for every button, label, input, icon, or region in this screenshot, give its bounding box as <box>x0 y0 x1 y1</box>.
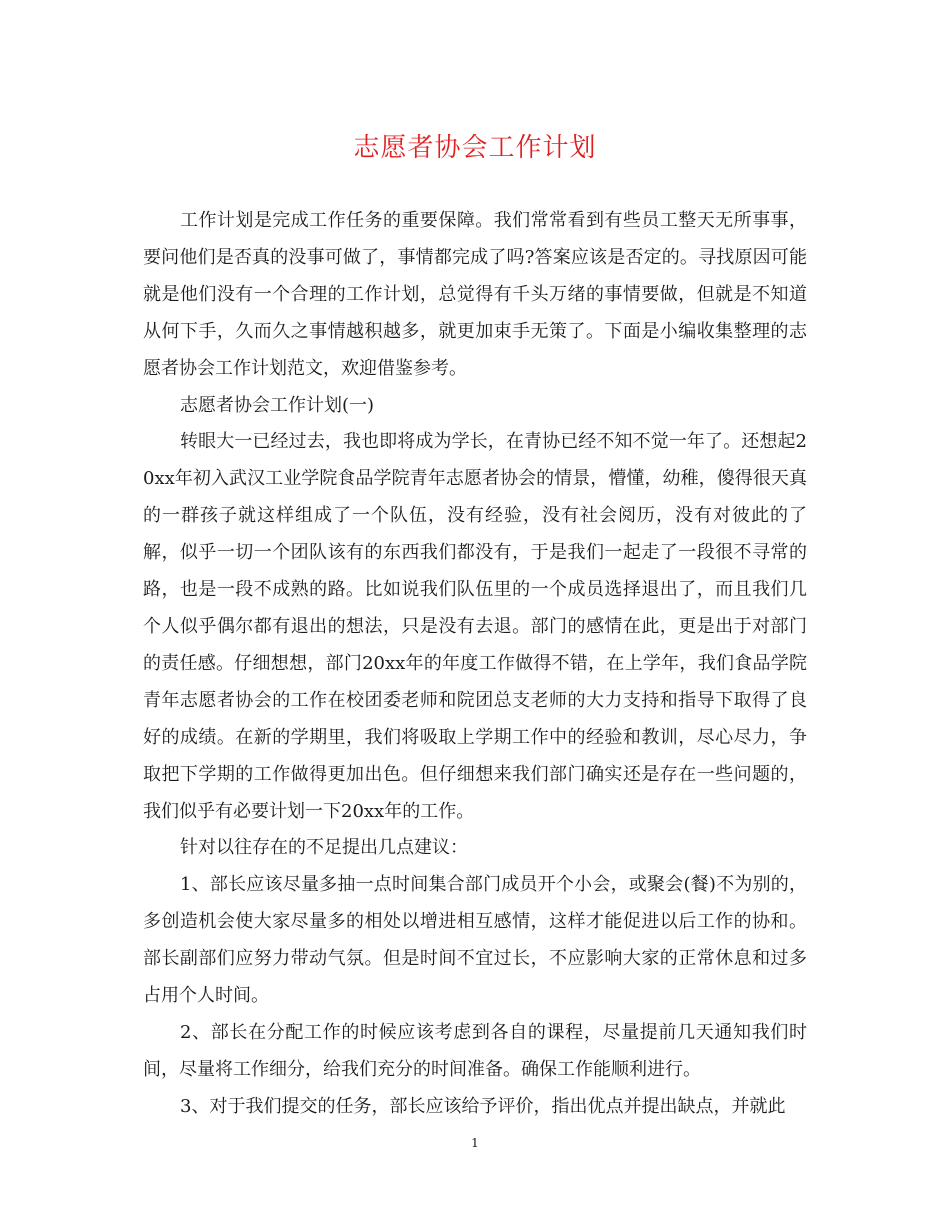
suggestions-heading: 针对以往存在的不足提出几点建议： <box>180 837 468 859</box>
document-body <box>143 203 807 1126</box>
suggestion-item-2: 2、部长在分配工作的时候应该考虑到各自的课程，尽量提前几天通知我们时间，尽量将工作细分，给我们充分的时间准备。确保工作能顺利进行。 <box>143 1021 807 1080</box>
document-title: 志愿者协会工作计划 <box>353 133 597 163</box>
intro-paragraph: 工作计划是完成工作任务的重要保障。我们常常看到有些员工整天无所事事，要问他们是否真的没事可做了，事情都完成了吗?答案应该是否定的。寻找原因可能就是他们没有一个合理的工作计划，总觉得有千头万绪的事情要做，但就是不知道从何下手，久而久之事情越积越多，就更加束手无策了。下面是小编收集整理的志愿者协会工作计划范文，欢迎借鉴参考。 <box>143 210 807 379</box>
body-paragraph: 转眼大一已经过去，我也即将成为学长，在青协已经不知不觉一年了。还想起20xx年初入武汉工业学院食品学院青年志愿者协会的情景，懵懂，幼稚，傻得很天真的一群孩子就这样组成了一个队伍，没有经验，没有社会阅历，没有对彼此的了解，似乎一切一个团队该有的东西我们都没有，于是我们一起走了一段很不寻常的路，也是一段不成熟的路。比如说我们队伍里的一个成员选择退出了，而且我们几个人似乎偶尔都有退出的想法，只是没有去退。部门的感情在此，更是出于对部门的责任感。仔细想想，部门20xx年的年度工作做得不错，在上学年，我们食品学院青年志愿者协会的工作在校团委老师和院团总支老师的大力支持和指导下取得了良好的成绩。在新的学期里，我们将吸取上学期工作中的经验和教训，尽心尽力，争取把下学期的工作做得更加出色。但仔细想来我们部门确实还是存在一些问题的，我们似乎有必要计划一下20xx年的工作。 <box>143 431 807 822</box>
page-number: 1 <box>471 1136 479 1150</box>
suggestion-item-3: 3、对于我们提交的任务，部长应该给予评价，指出优点并提出缺点，并就此 <box>180 1095 786 1117</box>
section-heading: 志愿者协会工作计划(一) <box>180 394 375 416</box>
suggestion-item-1: 1、部长应该尽量多抽一点时间集合部门成员开个小会，或聚会(餐)不为别的，多创造机会使大家尽量多的相处以增进相互感情，这样才能促进以后工作的协和。部长副部们应努力带动气氛。但是时间不宜过长，不应影响大家的正常休息和过多占用个人时间。 <box>143 874 807 1007</box>
